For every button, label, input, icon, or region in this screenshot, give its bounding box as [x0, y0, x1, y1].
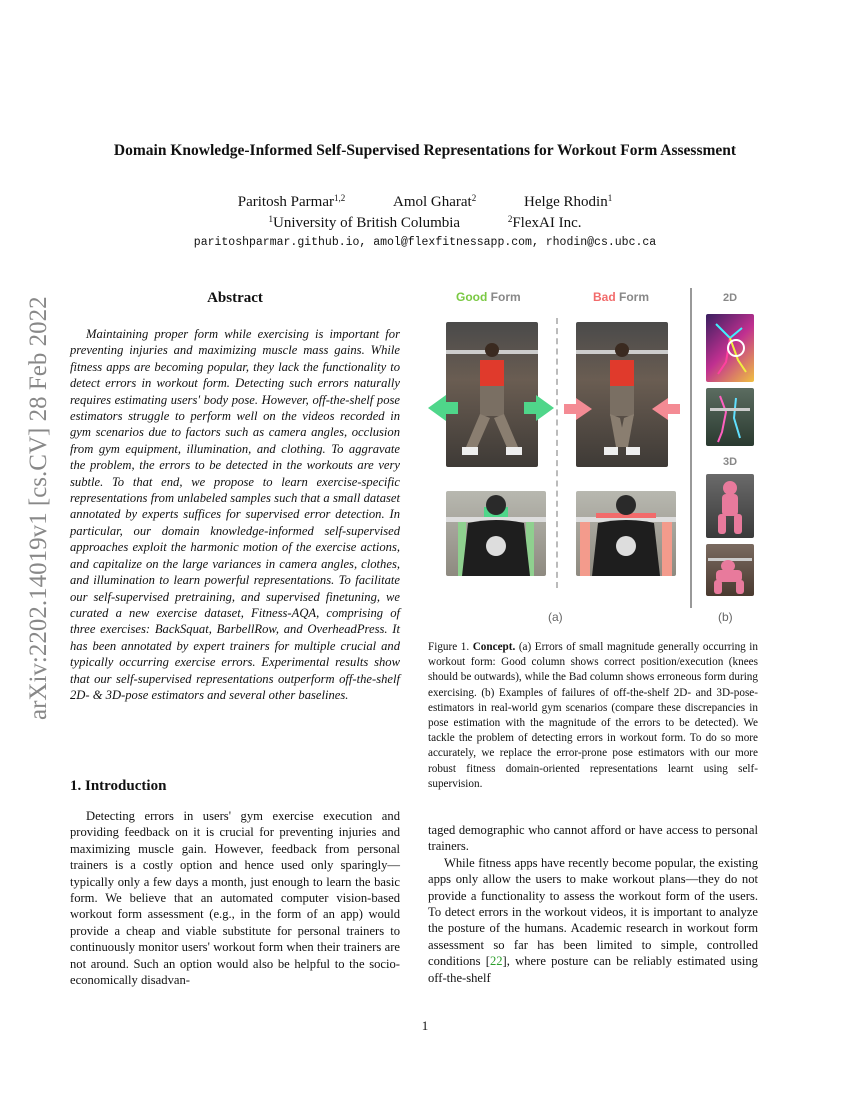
panel-b-label: (b) — [718, 610, 733, 624]
good-arrows-icon — [428, 393, 554, 423]
abstract-body — [70, 326, 400, 703]
label-2d: 2D — [723, 292, 738, 304]
arxiv-stamp — [20, 290, 54, 720]
author-emails: paritoshparmar.github.io, amol@flexfitnessapp.com, rhodin@cs.ubc.ca — [193, 236, 657, 249]
author: Helge Rhodin$^1$ — [523, 193, 613, 210]
bad-form-label: Bad Form — [593, 290, 650, 304]
right-column-text — [428, 822, 758, 986]
good-row-photo — [446, 491, 546, 576]
paragraph: taged demographic who cannot afford or have access to personal trainers. — [428, 823, 758, 854]
caption-bold: Concept. — [472, 641, 516, 653]
panel-a-label: (a) — [548, 610, 563, 624]
page-number: 1 — [421, 1018, 429, 1033]
panel-divider — [690, 288, 692, 608]
intro-text: Detecting errors in users' gym exercise execution and providing feedback on it is crucial for preventing injuries and maximizing muscle gain. However, feedback from personal trainers is a costly option and hence used only sparingly—typically only a few days a month, just enough to learn the basic form. We believe that an automated computer vision-based workout form assessment (e.g., in the form of an app) would provide a cheap and viable substitute for personal trainers to continuously monitor users' workout form when their trainers are not around. Such an option would also be helpful to the socio-economically disadvan- — [70, 809, 400, 988]
figure-caption — [428, 640, 758, 792]
bad-row-photo — [576, 491, 676, 576]
pose-2d-failure-photo-2 — [706, 388, 754, 446]
arxiv-stamp-text: arXiv:2202.14019v1 [cs.CV] 28 Feb 2022 — [25, 296, 52, 720]
abstract-heading: Abstract — [207, 290, 263, 306]
good-bad-divider — [556, 318, 558, 588]
bad-squat-photo — [576, 322, 668, 467]
bad-arrows-icon — [564, 396, 680, 422]
pose-3d-failure-photo — [706, 474, 754, 538]
paragraph: While fitness apps have recently become popular, the existing apps only allow the users to make workout plans—they do not provide a functionality to assess the workout form of the users. To detect errors in the workout videos, it is important to analyze the posture of the humans. Academic research in workout form assessment so far has been limited to simple, controlled conditions [22], where posture can be reliably estimated using off-the-shelf — [428, 855, 758, 985]
caption-prefix: Figure 1. — [428, 641, 470, 653]
pose-3d-failure-photo-2 — [706, 544, 754, 596]
citation-link[interactable]: 22 — [489, 954, 503, 969]
caption-text: (a) Errors of small magnitude generally occurring in workout form: Good column shows correct position/execution (knees should be outwards), while the Bad column shows erroneous form during exercising. (b) Examples of failures of off-the-shelf 2D- and 3D-pose-estimators in real-world gym scenarios (compare these discrepancies in pose estimation with the magnitude of the errors to be detected). We tackle the problem of detecting errors in workout form. To do so more accurately, we replace the error-prone pose estimators with our more robust fitness domain-oriented representations learnt using self-supervision. — [428, 641, 758, 790]
intro-heading: 1. Introduction — [70, 778, 167, 794]
pose-2d-failure-photo — [706, 314, 754, 382]
author: Paritosh Parmar$^{1,2}$ — [237, 193, 346, 210]
label-3d: 3D — [723, 456, 738, 468]
good-form-label: Good Form — [456, 290, 521, 304]
affiliation: $^1$University of British Columbia — [268, 214, 461, 231]
intro-body — [70, 808, 400, 988]
affiliations — [0, 214, 850, 232]
paper-title: Domain Knowledge-Informed Self-Supervised Representations for Workout Form Assessment — [113, 142, 737, 159]
figure-1 — [428, 288, 758, 633]
author-list — [0, 193, 850, 211]
affiliation: $^2$FlexAI Inc. — [507, 214, 582, 231]
abstract-text: Maintaining proper form while exercising is important for preventing injuries and maximizing muscle mass gains. While fitness apps are becoming popular, they lack the functionality to detect errors in workout form. Detecting such errors naturally requires estimating users' body pose. However, off-the-shelf pose estimators struggle to perform well on the videos recorded in gym scenarios due to factors such as camera angles, occlusion from gym equipment, illumination, and clothing. To aggravate the problem, the errors to be detected in the workouts are very subtle. To that end, we propose to learn exercise-specific representations from unlabeled samples such that a small dataset annotated by experts suffices for supervised error detection. In particular, our domain knowledge-informed self-supervised approaches exploit the harmonic motion of the exercise actions, and capitalize on the large variances in camera angles, clothes, and illumination to learn powerful representations. To facilitate our self-supervised pretraining, and supervised finetuning, we curated a new exercise dataset, Fitness-AQA, comprising of three exercises: BackSquat, BarbellRow, and OverheadPress. It has been annotated by expert trainers for multiple crucial and typically occurring exercise errors. Experimental results show that our self-supervised representations outperform off-the-shelf 2D- & 3D-pose estimators and several other baselines. — [70, 327, 400, 702]
author: Amol Gharat$^2$ — [393, 193, 477, 210]
